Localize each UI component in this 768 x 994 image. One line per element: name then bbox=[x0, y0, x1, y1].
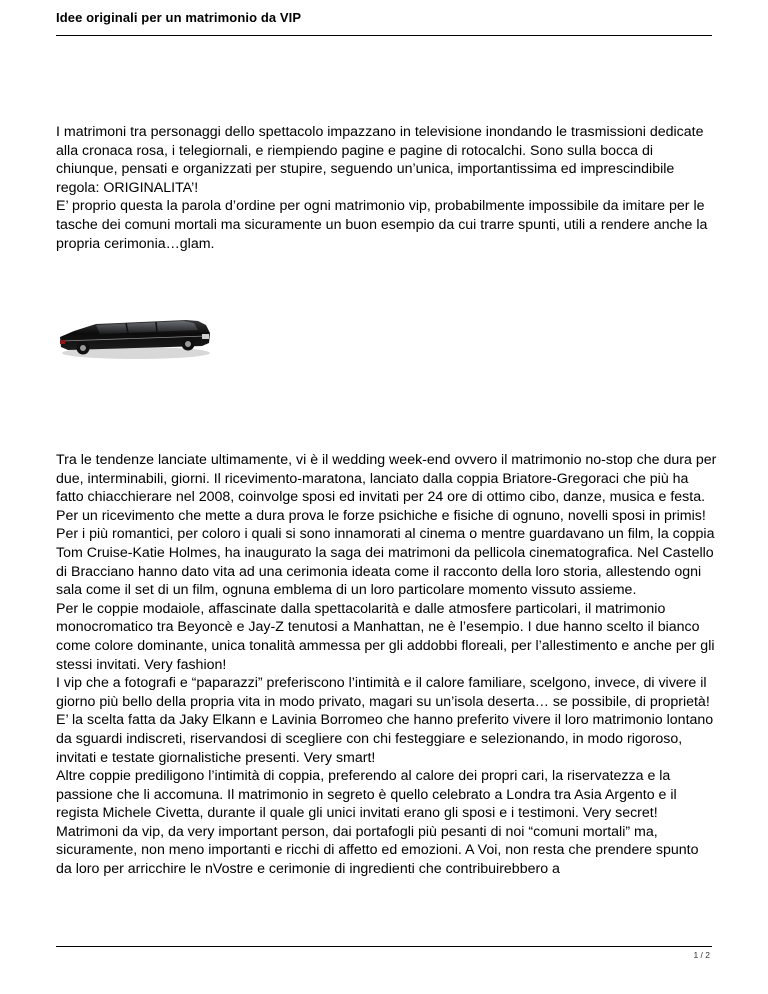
body-paragraph: Per i più romantici, per coloro i quali si sono innamorati al cinema o mentre guardavano un film, la coppia Tom Cruise-Katie Holmes, ha inaugurato la saga dei matrimoni da pellicola cinematografica. Nel Castello di Bracciano hanno dato vita ad una cerimonia ideata come il racconto della loro storia, allestendo ogni sala come il set di un film, ognuna emblema di un loro particolare momento vissuto assieme. bbox=[56, 526, 715, 599]
page-title: Idee originali per un matrimonio da VIP bbox=[56, 10, 302, 25]
intro-paragraph: I matrimoni tra personaggi dello spettacolo impazzano in televisione inondando le trasmissioni dedicate alla cronaca rosa, i telegiornali, e riempiendo pagine e pagine di rotocalchi. Sono sulla bocca di chiunque, pensati e organizzati per stupire, seguendo un’unica, importantissima ed imprescindibile regola: ORIGINALITA’! bbox=[56, 124, 704, 196]
body-paragraph: Tra le tendenze lanciate ultimamente, vi è il wedding week-end ovvero il matrimonio no-stop che dura per due, interminabili, giorni. Il ricevimento-maratona, lanciato dalla coppia Briatore-Gregoraci che più ha fatto chiacchierare nel 2008, coinvolge sposi ed invitati per 24 ore di ottimo cibo, danze, musica e festa. Per un ricevimento che mette a dura prova le forze psichiche e fisiche di ognuno, novelli sposi in primis! bbox=[56, 452, 717, 524]
footer-divider bbox=[56, 946, 712, 947]
limousine-illustration bbox=[56, 303, 214, 368]
intro-paragraph: E’ proprio questa la parola d’ordine per ogni matrimonio vip, probabilmente impossibile da imitare per le tasche dei comuni mortali ma sicuramente un buon esempio da cui trarre spunti, utili a rendere anche la propria cerimonia…glam. bbox=[56, 198, 708, 252]
intro-text bbox=[56, 123, 718, 253]
body-paragraph: I vip che a fotografi e “paparazzi” preferiscono l’intimità e il calore familiare, scelgono, invece, di vivere il giorno più bello della propria vita in modo privato, magari su un’isola deserta… se possibile, di proprietà! E’ la scelta fatta da Jaky Elkann e Lavinia Borromeo che hanno preferito vivere il loro matrimonio lontano da sguardi indiscreti, riservandosi di scegliere con chi festeggiare e selezionando, in modo rigoroso, invitati e testate giornalistiche presenti. Very smart! bbox=[56, 675, 714, 766]
body-paragraph: Per le coppie modaiole, affascinate dalla spettacolarità e dalle atmosfere particolari, il matrimonio monocromatico tra Beyoncè e Jay-Z tenutosi a Manhattan, ne è l’esempio. I due hanno scelto il bianco come colore dominante, unica tonalità ammessa per gli addobbi floreali, per l’allestimento e anche per gli stessi invitati. Very fashion! bbox=[56, 600, 715, 673]
article-body bbox=[56, 451, 718, 879]
body-paragraph: Matrimoni da vip, da very important person, dai portafogli più pesanti di noi “comuni mortali” ma, sicuramente, non meno importanti e ricchi di affetto ed emozioni. A Voi, non resta che prendere spunto da loro per arricchire le nVostre e cerimonie di ingredienti che contribuirebbero a bbox=[56, 823, 699, 878]
body-paragraph: Altre coppie prediligono l’intimità di coppia, preferendo al calore dei propri cari, la riservatezza e la passione che li accomuna. Il matrimonio in segreto è quello celebrato a Londra tra Asia Argento e il regista Michele Civetta, durante il quale gli unici invitati erano gli sposi e i testimoni. Very secret! bbox=[56, 768, 677, 822]
page-number: 1 / 2 bbox=[693, 950, 710, 960]
header-divider bbox=[56, 35, 712, 36]
limousine-image bbox=[56, 303, 214, 368]
